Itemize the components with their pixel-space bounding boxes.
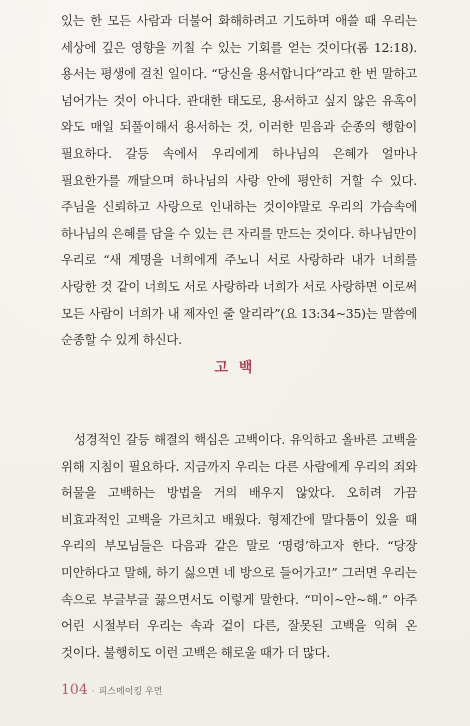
section-heading: 고 백 bbox=[214, 360, 256, 376]
page-footer bbox=[61, 682, 162, 698]
running-title: 피스메이킹 우먼 bbox=[98, 687, 163, 697]
body-paragraph-1 bbox=[61, 8, 417, 354]
paragraph-text: 있는 한 모든 사람과 더불어 화해하려고 기도하며 애쓸 때 우리는 세상에 깊은 영향을 끼칠 수 있는 기회를 얻는 것이다(롬 12:18). 용서는 평생에 걸친 일이다. “당신을 용서합니다”라고 한 번 말하고 넘어가는 것이 아니다. 관대한 태도로, 용서하고 싶지 않은 유혹이 와도 매일 되풀이해서 용서하는 것, 이러한 믿음과 순종의 행함이 필요하다. 갈등 속에서 우리에게 하나님의 은혜가 얼마나 필요한가를 깨달으며 하나님의 사랑 안에 평안히 거할 수 있다. 주님을 신뢰하고 사랑으로 인내하는 것이야말로 우리의 가슴속에 하나님의 은혜를 담을 수 있는 큰 자리를 만드는 것이다. 하나님만이 우리로 “새 계명을 너희에게 주노니 서로 사랑하라 내가 너희를 사랑한 것 같이 너희도 서로 사랑하라 너희가 서로 사랑하면 이로써 모든 사람이 너희가 내 제자인 줄 알리라”(요 13:34~35)는 말씀에 순종할 수 있게 하신다. bbox=[61, 13, 417, 348]
footer-separator: · bbox=[91, 687, 95, 697]
body-paragraph-2 bbox=[61, 427, 417, 666]
paragraph-text: 성경적인 갈등 해결의 핵심은 고백이다. 유익하고 올바른 고백을 위해 지침이 필요하다. 지금까지 우리는 다른 사람에게 우리의 죄와 허물을 고백하는 방법을 거의 배우지 않았다. 오히려 가끔 비효과적인 고백을 가르치고 배웠다. 형제간에 말다툼이 있을 때 우리의 부모님들은 다음과 같은 말로 ‘명령’하고자 한다. “당장 미안하다고 말해, 하기 싫으면 네 방으로 들어가고!” 그러면 우리는 속으로 부글부글 끓으면서도 이렇게 말한다. “미이~안~해.” 아주 어린 시절부터 우리는 속과 겉이 다른, 잘못된 고백을 익혀 온 것이다. 불행히도 이런 고백은 해로울 때가 더 많다. bbox=[61, 432, 417, 660]
page-number: 104 bbox=[61, 682, 88, 698]
